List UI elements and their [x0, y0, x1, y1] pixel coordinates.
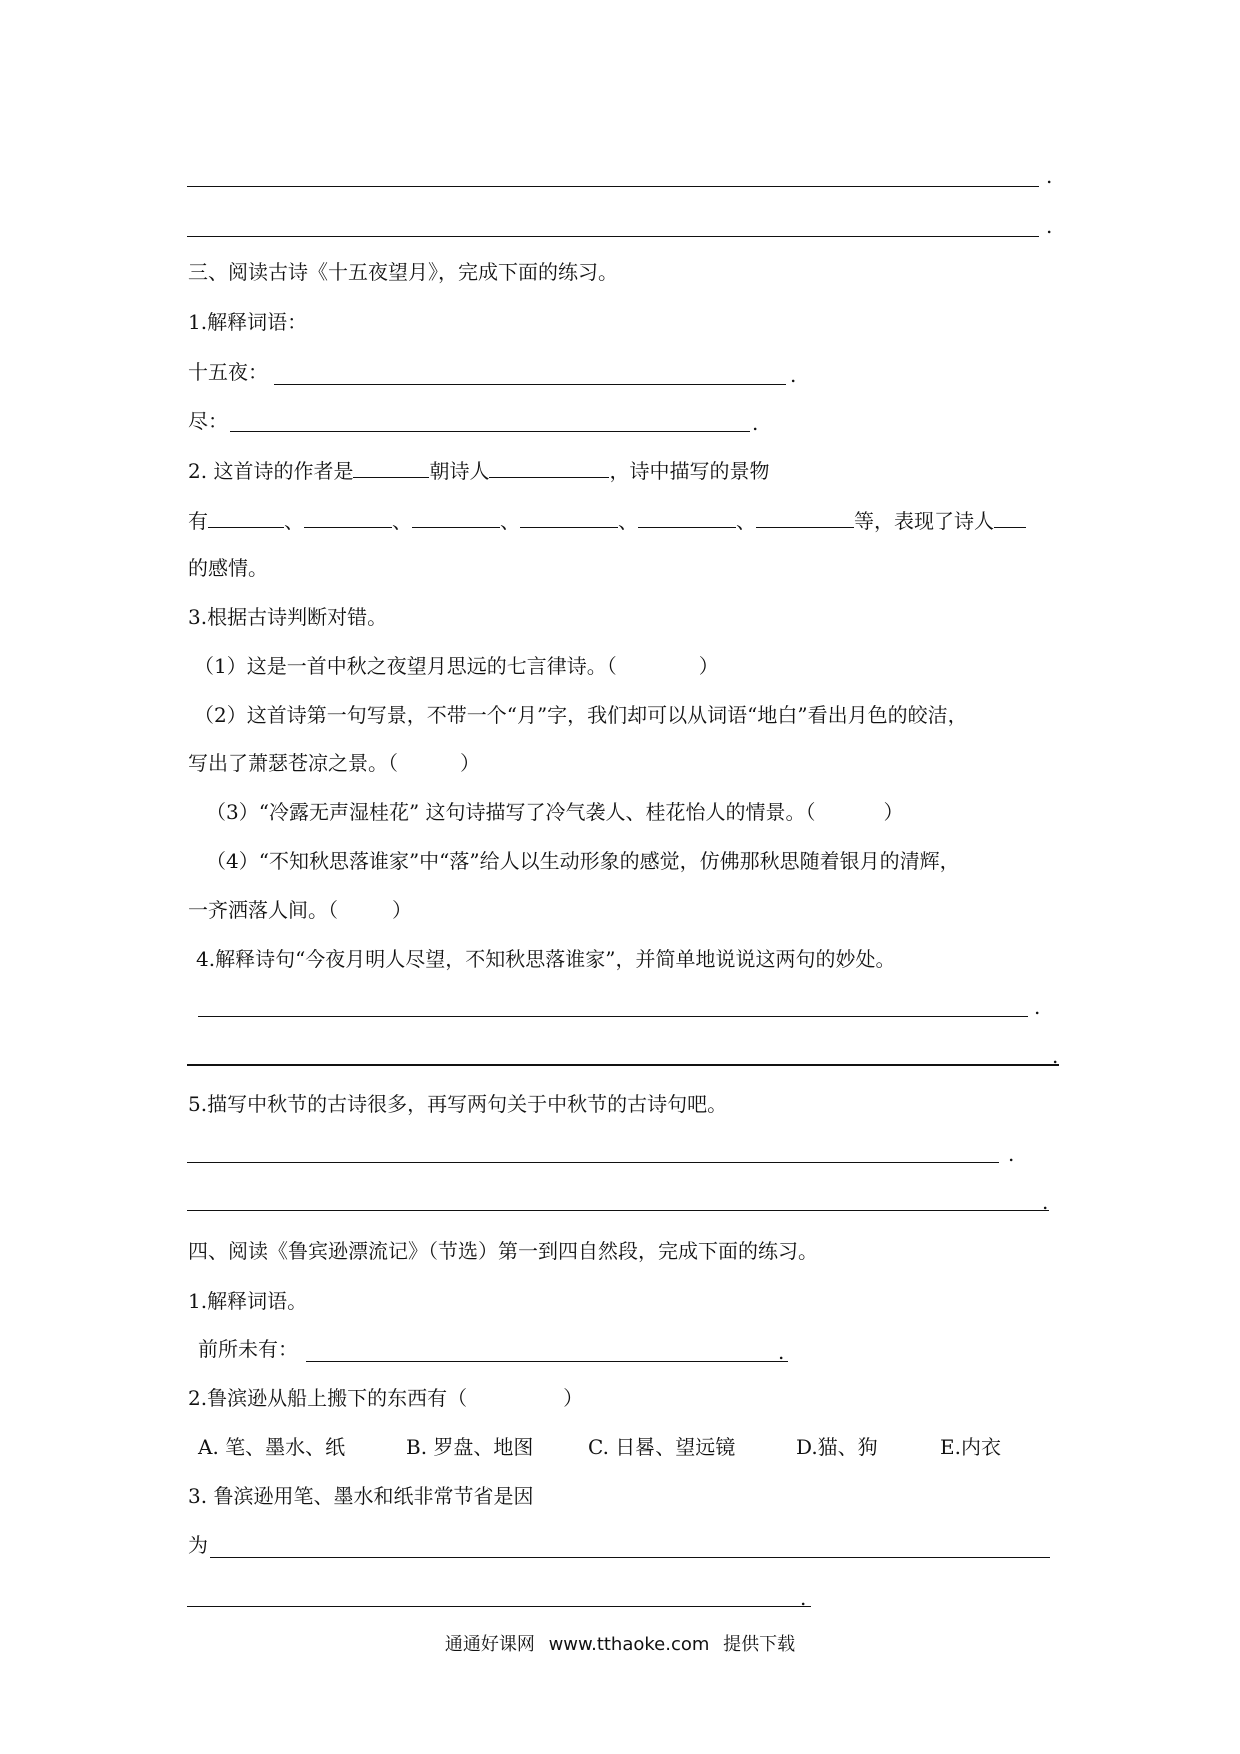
- poet-blank[interactable]: [489, 455, 609, 478]
- option-b[interactable]: B. 罗盘、地图: [406, 1435, 534, 1459]
- judge-2-line1: （2）这首诗第一句写景，不带一个“月”字，我们却可以从词语“地白”看出月色的皎洁，: [194, 703, 968, 727]
- dynasty-blank[interactable]: [353, 455, 429, 478]
- s4-q2-text: 2.鲁滨逊从船上搬下的东西有（: [188, 1386, 468, 1410]
- s4-q1-title: 1.解释词语。: [188, 1289, 308, 1313]
- period: .: [1046, 164, 1053, 188]
- close-paren: ）: [460, 751, 480, 775]
- q2-line3: 的感情。: [188, 556, 268, 580]
- option-d[interactable]: D.猫、狗: [796, 1435, 878, 1459]
- q4: 4.解释诗句“今夜月明人尽望，不知秋思落谁家”，并简单地说说这两句的妙处。: [196, 947, 896, 971]
- answer-line[interactable]: [198, 1016, 1028, 1017]
- sep: 、: [736, 509, 756, 533]
- sep: 、: [392, 509, 412, 533]
- period: .: [1052, 1044, 1059, 1068]
- option-c[interactable]: C. 日晷、望远镜: [588, 1435, 736, 1459]
- answer-line[interactable]: [187, 1210, 1049, 1211]
- s4-q3-wei: 为: [188, 1533, 208, 1557]
- q5: 5.描写中秋节的古诗很多，再写两句关于中秋节的古诗句吧。: [188, 1092, 728, 1116]
- scene-blank-4[interactable]: [520, 505, 618, 528]
- answer-line[interactable]: [210, 1557, 1050, 1558]
- scene-blank-2[interactable]: [304, 505, 392, 528]
- answer-line[interactable]: [306, 1361, 788, 1362]
- q2-line2: [188, 505, 1026, 535]
- period: .: [778, 1340, 785, 1364]
- q2-you: 有: [188, 509, 208, 533]
- q2-text-b: 朝诗人: [429, 459, 490, 483]
- scene-blank-1[interactable]: [208, 505, 284, 528]
- q2-text-c: ，诗中描写的景物: [609, 459, 770, 483]
- option-e[interactable]: E.内衣: [940, 1435, 1001, 1459]
- answer-line[interactable]: [230, 431, 750, 432]
- period: .: [1042, 1190, 1049, 1214]
- judge-2-text: 写出了萧瑟苍凉之景。（: [188, 751, 398, 775]
- answer-line[interactable]: [187, 186, 1039, 187]
- q2-line1: [188, 455, 769, 485]
- s4-q3-line1: 3. 鲁滨逊用笔、墨水和纸非常节省是因: [188, 1484, 534, 1508]
- answer-line[interactable]: [274, 384, 786, 385]
- answer-line[interactable]: [187, 236, 1039, 237]
- period: .: [1008, 1142, 1015, 1166]
- answer-line[interactable]: [187, 1606, 811, 1607]
- term-shiwuye: 十五夜：: [188, 360, 268, 384]
- period: .: [790, 363, 797, 387]
- emotion-blank[interactable]: [994, 505, 1026, 528]
- scene-blank-6[interactable]: [756, 505, 854, 528]
- footer-action: 提供下载: [723, 1634, 796, 1655]
- judge-3: [206, 798, 904, 826]
- judge-4-line2: [188, 896, 412, 924]
- sep: 、: [500, 509, 520, 533]
- q3-title: 3.根据古诗判断对错。: [188, 605, 388, 629]
- scene-blank-5[interactable]: [638, 505, 736, 528]
- judge-4-text: 一齐洒落人间。（: [188, 898, 338, 922]
- judge-1-text: （1）这是一首中秋之夜望月思远的七言律诗。（: [194, 654, 617, 678]
- judge-2-line2: [188, 749, 480, 777]
- term-qiansuoweiyou: 前所未有：: [198, 1337, 298, 1361]
- judge-1: [194, 652, 719, 680]
- q2-text-d: 等，表现了诗人: [854, 509, 994, 533]
- footer-site-name: 通通好课网: [444, 1634, 535, 1655]
- sep: 、: [618, 509, 638, 533]
- q1-title: 1.解释词语：: [188, 310, 308, 334]
- term-jin: 尽：: [188, 409, 228, 433]
- judge-3-text: （3）“冷露无声湿桂花” 这句诗描写了冷气袭人、桂花怡人的情景。（: [206, 800, 816, 824]
- option-a[interactable]: A. 笔、墨水、纸: [198, 1435, 346, 1459]
- s4-q2: [188, 1384, 583, 1412]
- q2-text-a: 2. 这首诗的作者是: [188, 459, 354, 483]
- scene-blank-3[interactable]: [412, 505, 500, 528]
- sep: 、: [284, 509, 304, 533]
- section-4-title: 四、阅读《鲁宾逊漂流记》（节选）第一到四自然段，完成下面的练习。: [188, 1239, 818, 1263]
- close-paren: ）: [563, 1386, 584, 1410]
- answer-line[interactable]: [187, 1064, 1059, 1066]
- judge-4-line1: （4）“不知秋思落谁家”中“落”给人以生动形象的感觉，仿佛那秋思随着银月的清辉，: [206, 849, 960, 873]
- period: .: [1046, 214, 1053, 238]
- period: .: [752, 411, 759, 435]
- footer-url[interactable]: www.tthaoke.com: [548, 1634, 710, 1655]
- section-3-title: 三、阅读古诗《十五夜望月》，完成下面的练习。: [188, 260, 618, 284]
- page-footer: [0, 1630, 1240, 1656]
- period: .: [1034, 995, 1041, 1019]
- period: .: [800, 1586, 807, 1610]
- close-paren: ）: [698, 654, 719, 678]
- answer-line[interactable]: [187, 1162, 999, 1163]
- close-paren: ）: [392, 898, 412, 922]
- close-paren: ）: [883, 800, 904, 824]
